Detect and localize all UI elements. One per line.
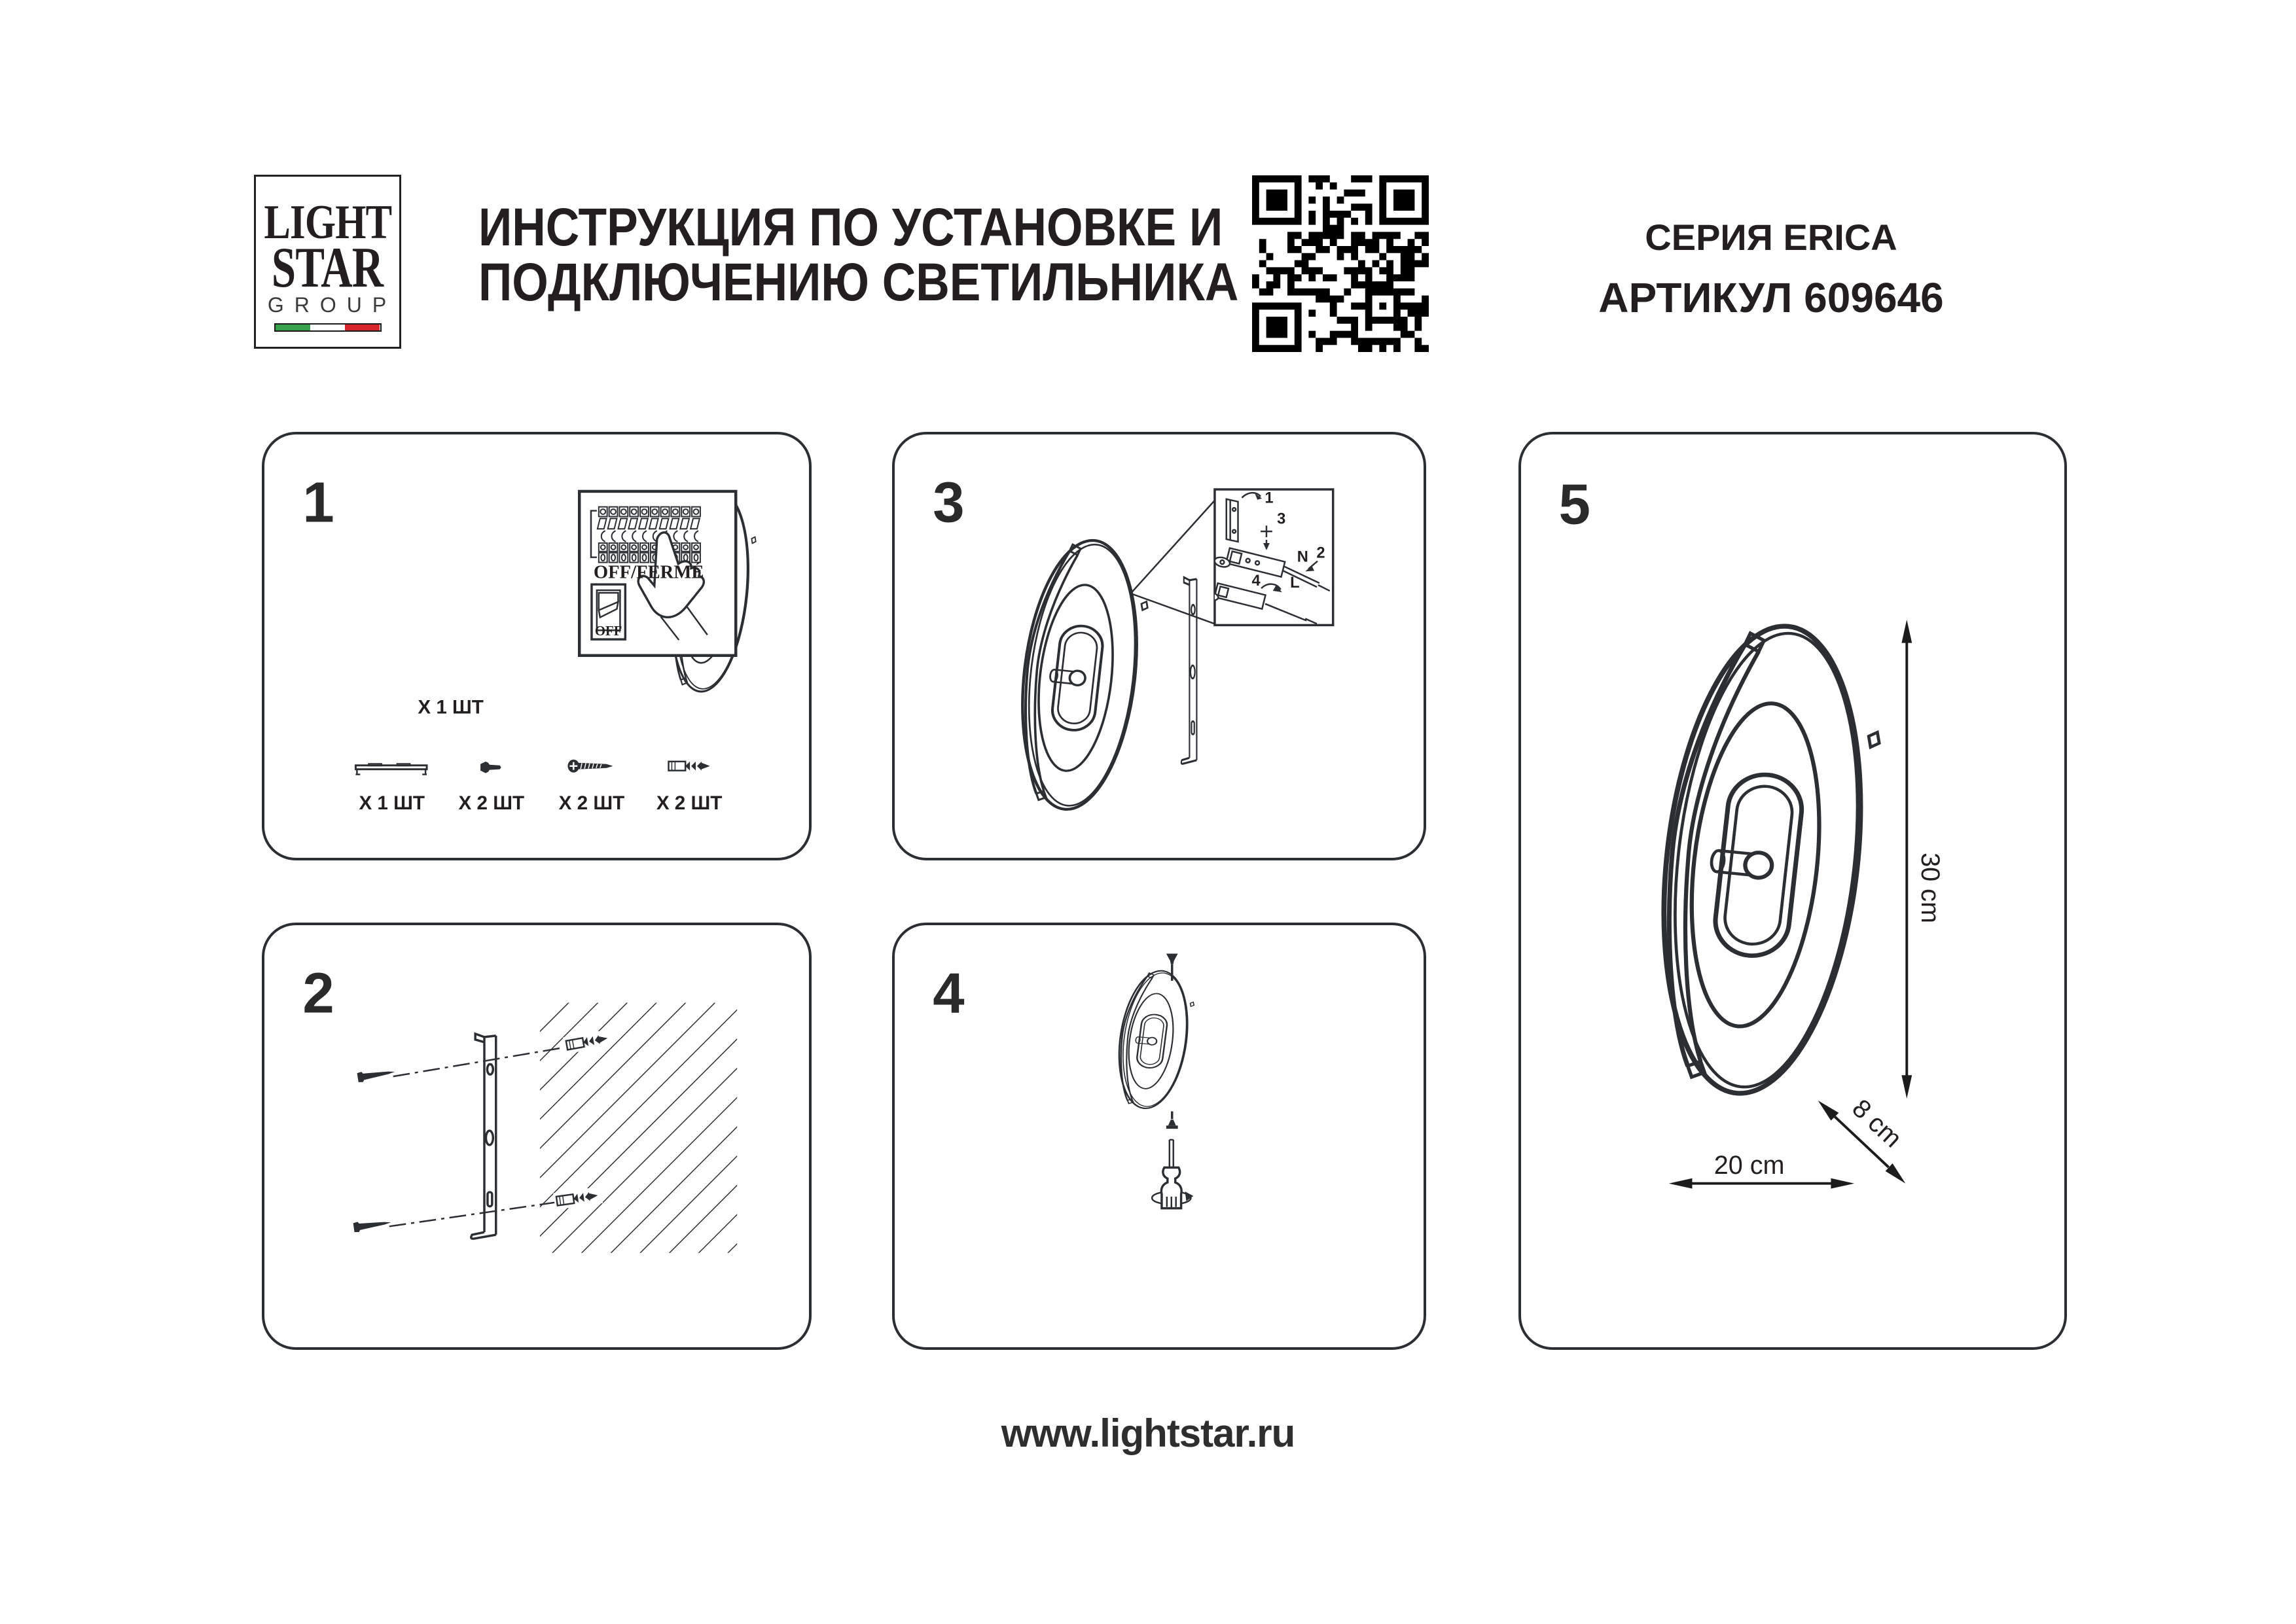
screw-short-icon [480, 762, 501, 773]
depth-dimension-label: 8 cm [1846, 1093, 1908, 1154]
part-quantity-label: X 1 ШТ [359, 792, 425, 814]
page-title [478, 200, 1238, 310]
logo-word-star: STAR [272, 236, 384, 300]
title-line-2: ПОДКЛЮЧЕНИЮ СВЕТИЛЬНИКА [478, 253, 1239, 312]
step-number: 2 [302, 961, 334, 1025]
switch-off-label: OFF [594, 624, 622, 639]
website-url: www.lightstar.ru [1001, 1411, 1295, 1455]
wiring-step-label: 3 [1277, 510, 1286, 528]
breaker-off-caption: OFF/FERMÉ [593, 561, 704, 583]
callout-lines [1131, 501, 1215, 624]
panel-step-5 [1518, 432, 2067, 1350]
italian-flag-stripe [274, 323, 382, 332]
neutral-wire-label: N [1297, 548, 1308, 566]
qr-code [1252, 175, 1429, 352]
mounting-bracket-drawing [471, 1034, 496, 1239]
series-label: СЕРИЯ ERICA [1645, 217, 1897, 258]
logo-word-group: GROUP [267, 293, 397, 317]
panel-step-4 [892, 923, 1426, 1350]
panel-step-1 [262, 432, 812, 860]
screw-drawing [353, 1217, 391, 1233]
wiring-step-label: 2 [1316, 544, 1325, 562]
lamp-quantity-label: X 1 ШТ [418, 696, 484, 718]
screw-drawing [357, 1067, 395, 1083]
live-wire-label: L [1290, 574, 1300, 592]
title-line-1: ИНСТРУКЦИЯ ПО УСТАНОВКЕ И [478, 198, 1223, 257]
part-quantity-label: X 2 ШТ [458, 792, 525, 814]
part-quantity-label: X 2 ШТ [656, 792, 723, 814]
panel-step-2 [262, 923, 812, 1350]
width-dimension-arrow [1669, 1178, 1854, 1189]
width-dimension-label: 20 cm [1713, 1150, 1785, 1180]
wall-lamp-drawing [1111, 968, 1198, 1112]
logo-word-light: LIGHT [264, 196, 391, 249]
alignment-leader-line [389, 1202, 560, 1227]
fixing-screw-bottom-drawing [1166, 1111, 1178, 1129]
wiring-step-label: 4 [1251, 573, 1261, 590]
part-quantity-label: X 2 ШТ [558, 792, 625, 814]
wiring-step-label: 1 [1265, 489, 1274, 507]
height-dimension-label: 30 cm [1916, 853, 1945, 923]
article-label: АРТИКУЛ 609646 [1598, 274, 1944, 321]
mounting-bracket-drawing [1181, 577, 1197, 764]
step-number: 5 [1558, 472, 1590, 537]
step-number: 1 [302, 470, 334, 535]
wall-lamp-drawing [1009, 535, 1155, 815]
height-dimension-arrow [1901, 620, 1912, 1099]
wall-lamp-drawing [1641, 617, 1891, 1103]
lightstar-logo [254, 175, 401, 349]
step-number: 3 [933, 470, 965, 535]
panel-step-3 [892, 432, 1426, 860]
mounting-bracket-icon [355, 764, 427, 774]
screw-long-icon [567, 760, 613, 773]
step-number: 4 [933, 961, 965, 1025]
wall-plug-icon [669, 762, 710, 771]
decorative-cap-nut-drawing [1152, 1140, 1193, 1209]
